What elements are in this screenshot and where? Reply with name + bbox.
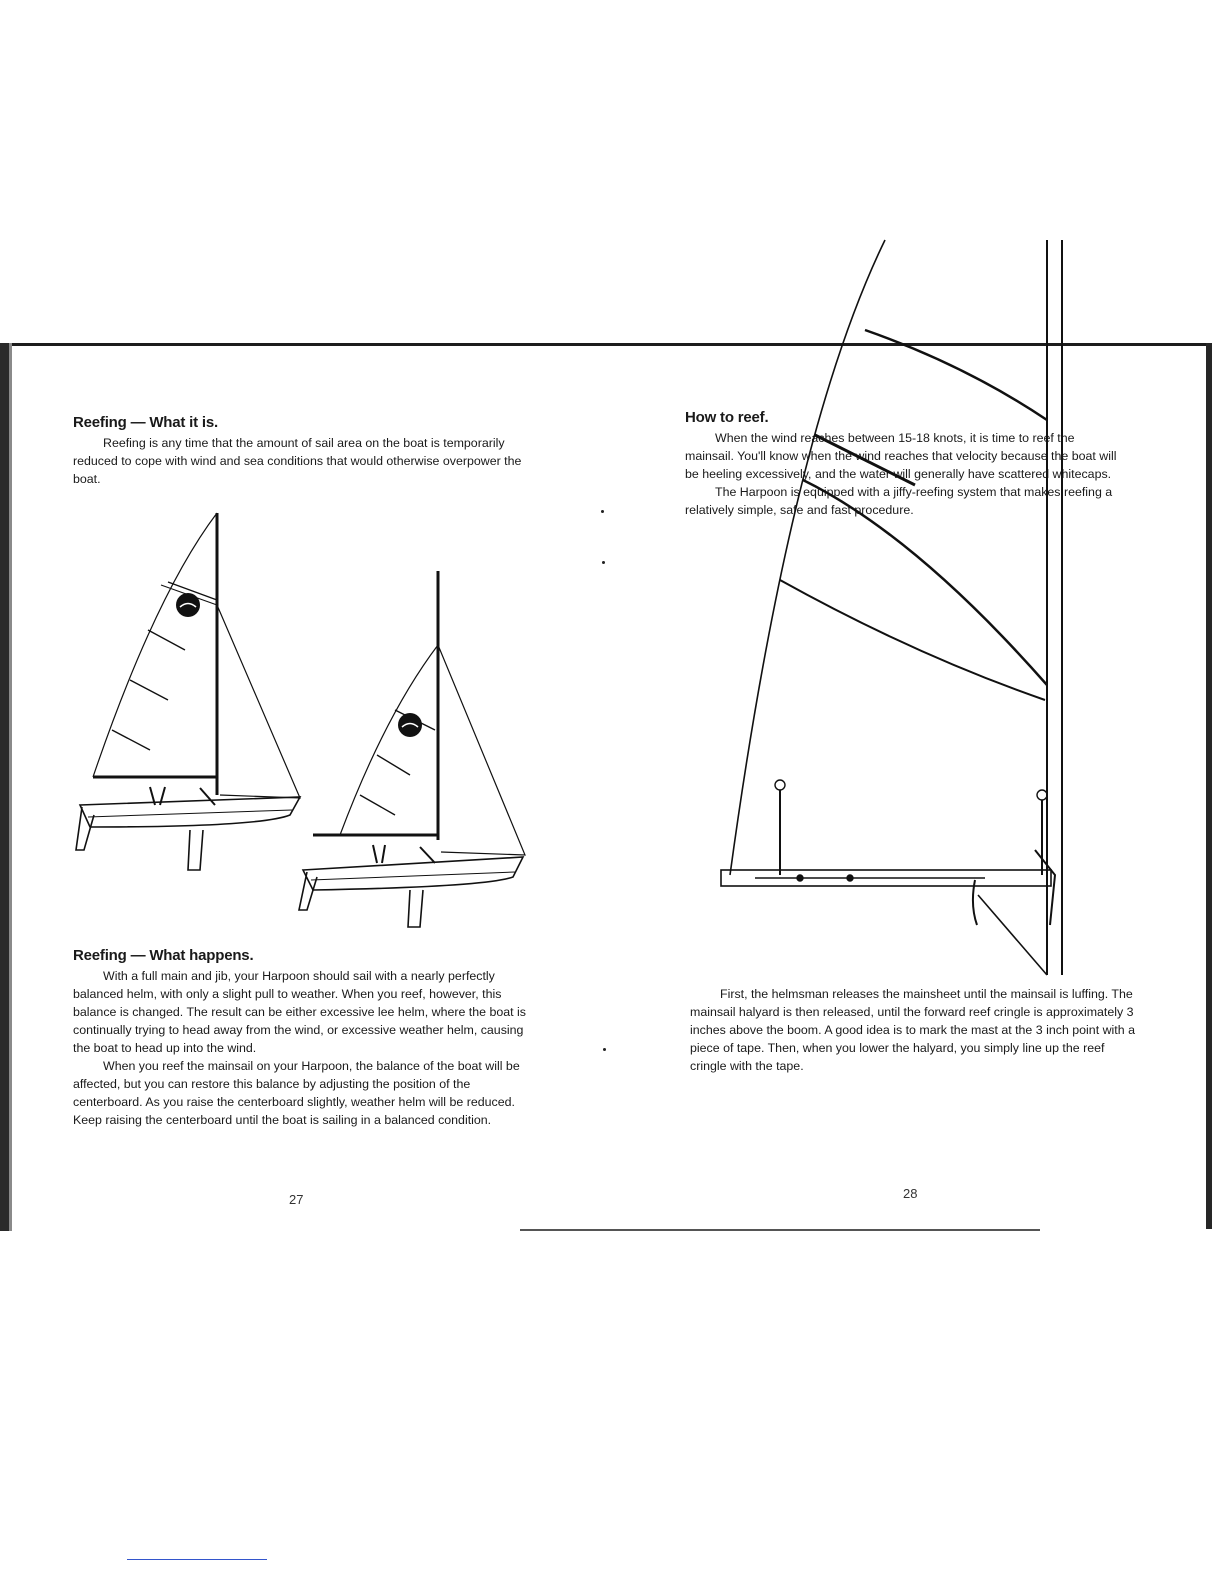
margin-dot <box>602 561 605 564</box>
section-heading: Reefing — What happens. <box>73 947 254 964</box>
spread-right-edge <box>1206 343 1212 1229</box>
sailboat-full-sail-illustration <box>60 505 320 885</box>
section-heading: How to reef. <box>685 409 769 426</box>
left-section-what-it-is <box>73 414 528 488</box>
page-number-right: 28 <box>903 1186 918 1201</box>
section-heading: Reefing — What it is. <box>73 414 218 431</box>
paragraph: First, the helmsman releases the mainsheet until the mainsail is luffing. The mainsail halyard is then released, until the forward reef cringle is approximately 3 inches above the boom. A good idea is to mark the mast at the 3 inch point with a piece of tape. Then, when you lower the halyard, you simply line up the reef cringle with the tape. <box>690 987 1135 1073</box>
paragraph: With a full main and jib, your Harpoon should sail with a nearly perfectly balanced helm, with only a slight pull to weather. When you reef, however, this balance is changed. The result can be either excessive lee helm, where the boat is continually trying to head away from the wind, or excessive weather helm, causing the boat to head up into the wind. <box>73 969 526 1055</box>
left-section-what-happens <box>73 947 528 1129</box>
sailboat-reefed-illustration <box>285 565 545 935</box>
page-number-left: 27 <box>289 1192 304 1207</box>
margin-dot <box>601 510 604 513</box>
margin-dot <box>603 1048 606 1051</box>
spread-left-edge-shade <box>9 343 12 1231</box>
spread-bottom-edge <box>520 1229 1040 1231</box>
paragraph: Reefing is any time that the amount of sail area on the boat is temporarily reduced to cope with wind and sea conditions that would otherwise overpower the boat. <box>73 436 522 486</box>
right-section-procedure <box>690 985 1140 1075</box>
reefing-system-diagram <box>715 235 1075 980</box>
paragraph: When you reef the mainsail on your Harpoon, the balance of the boat will be affected, but you can restore this balance by adjusting the position of the centerboard. As you raise the centerboard slightly, weather helm will be reduced. Keep raising the centerboard until the boat is sailing in a balanced condition. <box>73 1059 520 1127</box>
paragraph: When the wind reaches between 15-18 knots, it is time to reef the mainsail. You'll know when the wind reaches that velocity because the boat will be heeling excessively, and the water will generally have scattered whitecaps. <box>685 431 1117 481</box>
footer-link-underline <box>127 1559 267 1560</box>
spread-left-edge <box>0 343 9 1231</box>
paragraph: The Harpoon is equipped with a jiffy-reefing system that makes reefing a relatively simple, safe and fast procedure. <box>685 485 1113 517</box>
